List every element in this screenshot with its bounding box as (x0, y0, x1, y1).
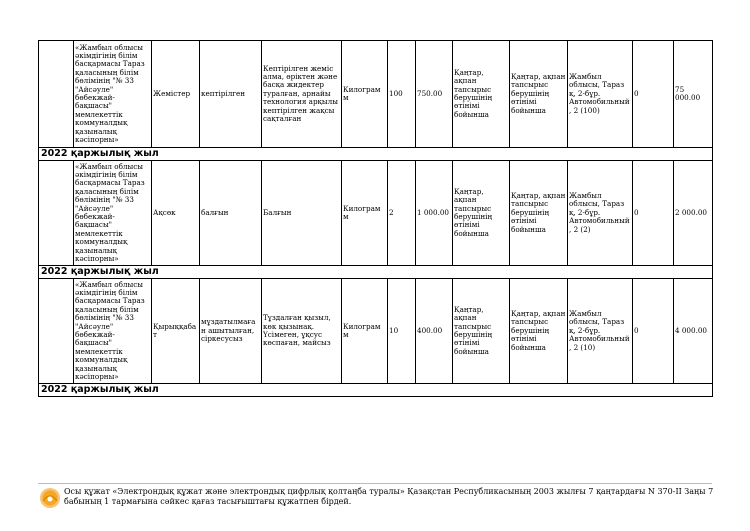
fiscal-year-row (39, 148, 713, 161)
address-cell: Жамбыл облысы, Тараз қ, 2-бұр. Автомобильный, 2 (2) (568, 161, 633, 266)
total-cell: 2 000.00 (674, 161, 713, 266)
characteristic-cell: мұздатылмаған ашытылған, сіркесусыз (200, 279, 262, 384)
address-cell: Жамбыл облысы, Тараз қ, 2-бұр. Автомобильный, 2 (100) (568, 41, 633, 148)
address-cell: Жамбыл облысы, Тараз қ, 2-бұр. Автомобильный, 2 (10) (568, 279, 633, 384)
quantity-cell: 100 (388, 41, 416, 148)
product-cell: Ақсөк (152, 161, 200, 266)
fiscal-year-row (39, 384, 713, 397)
quantity-cell: 10 (388, 279, 416, 384)
payment-term-cell: Қаңтар, ақпан тапсырыс берушінің өтінімі бойынша (510, 279, 568, 384)
customer-cell: «Жамбыл облысы әкімдігінің білім басқармасы Тараз қаласының білім бөлімінің "№ 33 "Айсәуле" бөбекжай-бақшасы" мемлекеттік коммуналдық қазыналық кәсіпорны» (74, 279, 152, 384)
delivery-term-cell: Қаңтар, ақпан тапсырыс берушінің өтінімі бойынша (453, 161, 510, 266)
unit-cell: Килограмм (342, 161, 388, 266)
unit-cell: Килограмм (342, 41, 388, 148)
price-cell: 1 000.00 (416, 161, 453, 266)
row-index-cell (39, 279, 74, 384)
delivery-term-cell: Қаңтар, ақпан тапсырыс берушінің өтінімі бойынша (453, 279, 510, 384)
price-cell: 400.00 (416, 279, 453, 384)
product-cell: Жемістер (152, 41, 200, 148)
description-cell: Кептірілген жеміс алма, өріктен және басқа жидектер туралған, арнайы технология арқылы кептірілген жақсы сақталған (262, 41, 342, 148)
row-index-cell (39, 161, 74, 266)
fiscal-year-label: 2022 қаржылық жыл (39, 384, 713, 397)
quantity-cell: 2 (388, 161, 416, 266)
row-index-cell (39, 41, 74, 148)
table-row (39, 161, 713, 266)
advance-cell: 0 (633, 279, 674, 384)
customer-cell: «Жамбыл облысы әкімдігінің білім басқармасы Тараз қаласының білім бөлімінің "№ 33 "Айсәуле" бөбекжай-бақшасы" мемлекеттік коммуналдық қазыналық кәсіпорны» (74, 161, 152, 266)
procurement-table (38, 40, 713, 397)
advance-cell: 0 (633, 41, 674, 148)
characteristic-cell: балғын (200, 161, 262, 266)
payment-term-cell: Қаңтар, ақпан тапсырыс берушінің өтінімі бойынша (510, 41, 568, 148)
price-cell: 750.00 (416, 41, 453, 148)
description-cell: Балғын (262, 161, 342, 266)
total-cell: 4 000.00 (674, 279, 713, 384)
unit-cell: Килограмм (342, 279, 388, 384)
description-cell: Тұздалған қызыл, көк қызынақ. Үсімеген, ұқсус көспаған, майсыз (262, 279, 342, 384)
total-cell: 75 000.00 (674, 41, 713, 148)
product-cell: Қырыққабат (152, 279, 200, 384)
characteristic-cell: кептірілген (200, 41, 262, 148)
fiscal-year-row (39, 266, 713, 279)
footer-divider (38, 483, 712, 484)
table-row (39, 41, 713, 148)
footer-legal-notice: Осы құжат «Электрондық құжат және электрондық цифрлық қолтаңба туралы» Қазақстан Республикасының 2003 жылғы 7 қаңтардағы N 370-II Заңы 7 бабының 1 тармағына сәйкес қағаз тасығыштағы құжатпен бірдей. (64, 487, 714, 506)
delivery-term-cell: Қаңтар, ақпан тапсырыс берушінің өтінімі бойынша (453, 41, 510, 148)
fiscal-year-label: 2022 қаржылық жыл (39, 148, 713, 161)
customer-cell: «Жамбыл облысы әкімдігінің білім басқармасы Тараз қаласының білім бөлімінің "№ 33 "Айсәуле" бөбекжай-бақшасы" мемлекеттік коммуналдық қазыналық кәсіпорны» (74, 41, 152, 148)
fiscal-year-label: 2022 қаржылық жыл (39, 266, 713, 279)
table-row (39, 279, 713, 384)
payment-term-cell: Қаңтар, ақпан тапсырыс берушінің өтінімі бойынша (510, 161, 568, 266)
egov-seal-icon (39, 487, 61, 509)
advance-cell: 0 (633, 161, 674, 266)
